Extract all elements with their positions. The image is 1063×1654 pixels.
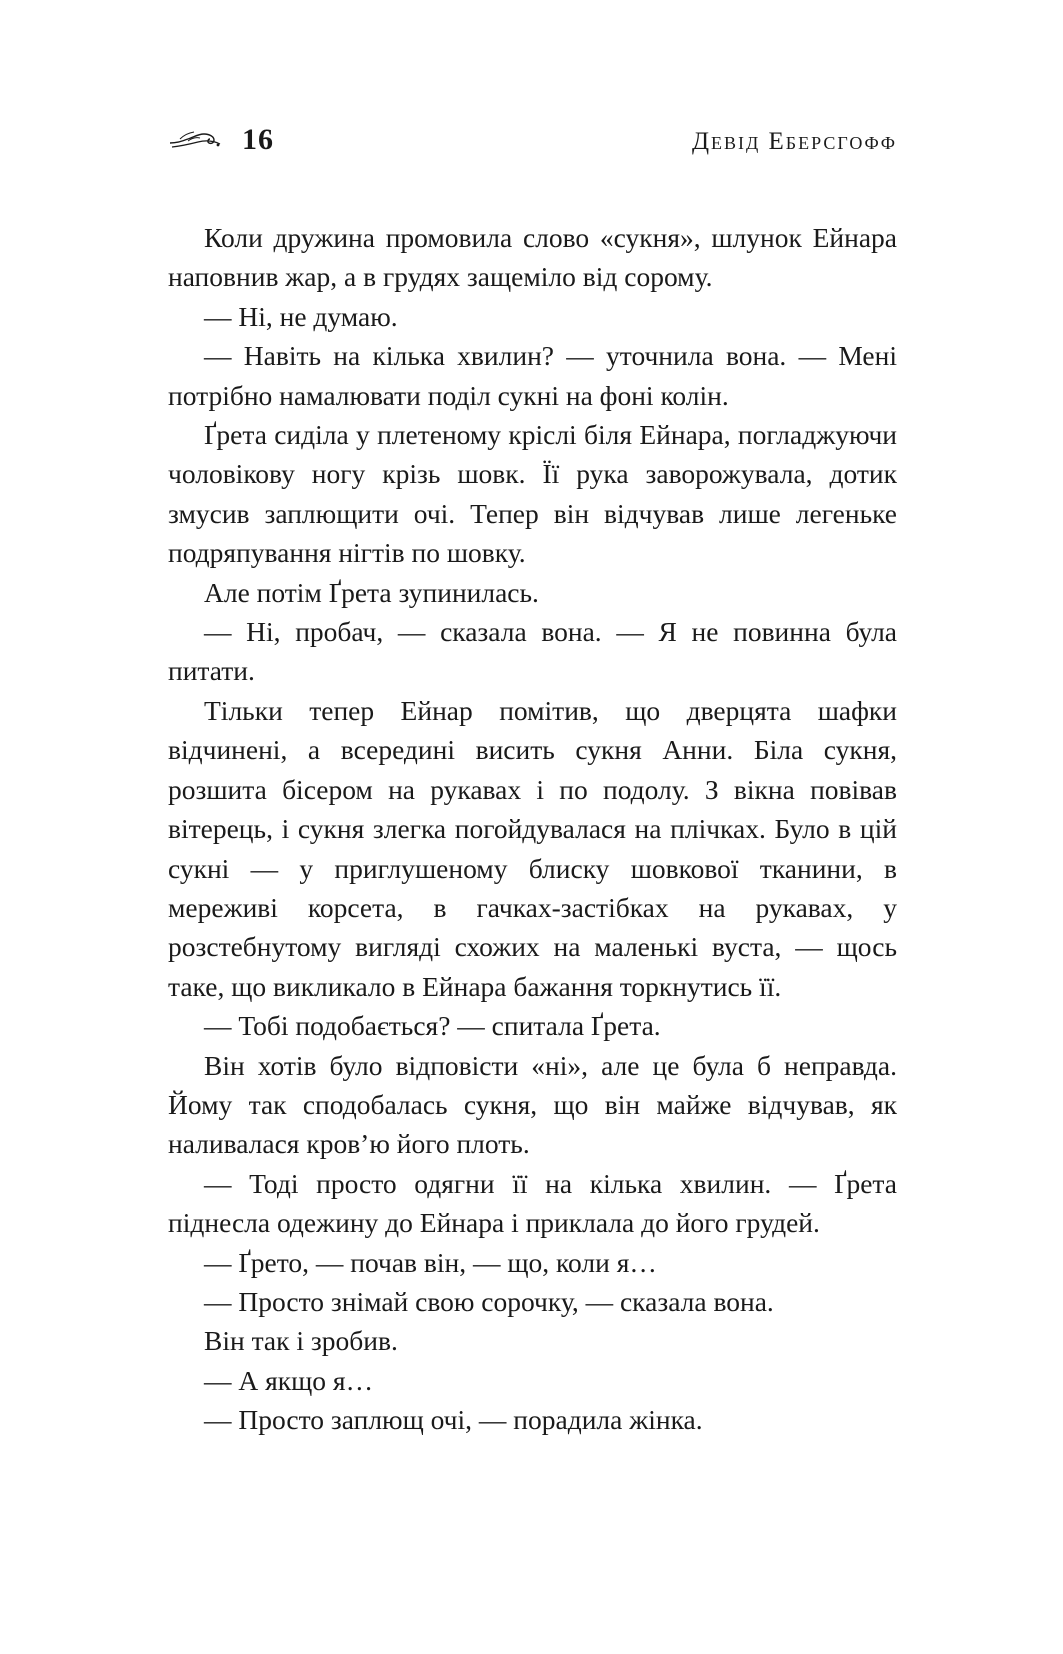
paragraph: — Ні, не думаю. xyxy=(204,300,398,332)
paragraph: Ґрета сиділа у плетеному кріслі біля Ейнара, погладжуючи чоловікову ногу крізь шовк. Її рука заворожувала, дотик змусив заплющити очі. Тепер він відчував лише легеньке подряпування нігтів по шовку. xyxy=(168,419,897,569)
body-text xyxy=(168,218,897,1440)
paragraph: Він хотів було відповісти «ні», але це була б неправда. Йому так сподобалась сукня, що він майже відчував, як наливалася кров’ю його плоть. xyxy=(168,1049,897,1160)
running-head-author: Девід Еберсгофф xyxy=(691,128,897,155)
running-header xyxy=(168,118,897,162)
paragraph: — Просто заплющ очі, — порадила жінка. xyxy=(204,1404,703,1436)
paragraph: Коли дружина промовила слово «сукня», шлунок Ейнара наповнив жар, а в грудях защеміло від сорому. xyxy=(168,222,897,293)
paragraph: Але потім Ґрета зупинилась. xyxy=(204,576,539,608)
paragraph: — Просто знімай свою сорочку, — сказала вона. xyxy=(204,1285,774,1317)
page-number: 16 xyxy=(242,123,274,156)
paragraph: — Тоді просто одягни її на кілька хвилин. — Ґрета піднесла одежину до Ейнара і приклала до його грудей. xyxy=(168,1167,897,1239)
flourish-ornament-icon xyxy=(168,128,224,150)
paragraph: Тільки тепер Ейнар помітив, що дверцята шафки відчинені, а всередині висить сукня Анни. Біла сукня, розшита бісером на рукавах і по подолу. З вікна повівав вітерець, і сукня злегка погойдувалася на плічках. Було в цій сукні — у приглушеному блиску шовкової тканини, в мереживі корсета, в гачках-застібках на рукавах, у розстебнутому вигляді схожих на маленькі вуста, — щось таке, що викликало в Ейнара бажання торкнутись її. xyxy=(168,694,897,1002)
paragraph: — Ґрето, — почав він, — що, коли я… xyxy=(204,1246,657,1278)
paragraph: Він так і зробив. xyxy=(204,1325,398,1357)
paragraph: — А якщо я… xyxy=(204,1364,374,1396)
paragraph: — Ні, пробач, — сказала вона. — Я не повинна була питати. xyxy=(168,616,897,687)
paragraph: — Тобі подобається? — спитала Ґрета. xyxy=(204,1010,661,1042)
paragraph: — Навіть на кілька хвилин? — уточнила вона. — Мені потрібно намалювати поділ сукні на фоні колін. xyxy=(168,340,897,411)
